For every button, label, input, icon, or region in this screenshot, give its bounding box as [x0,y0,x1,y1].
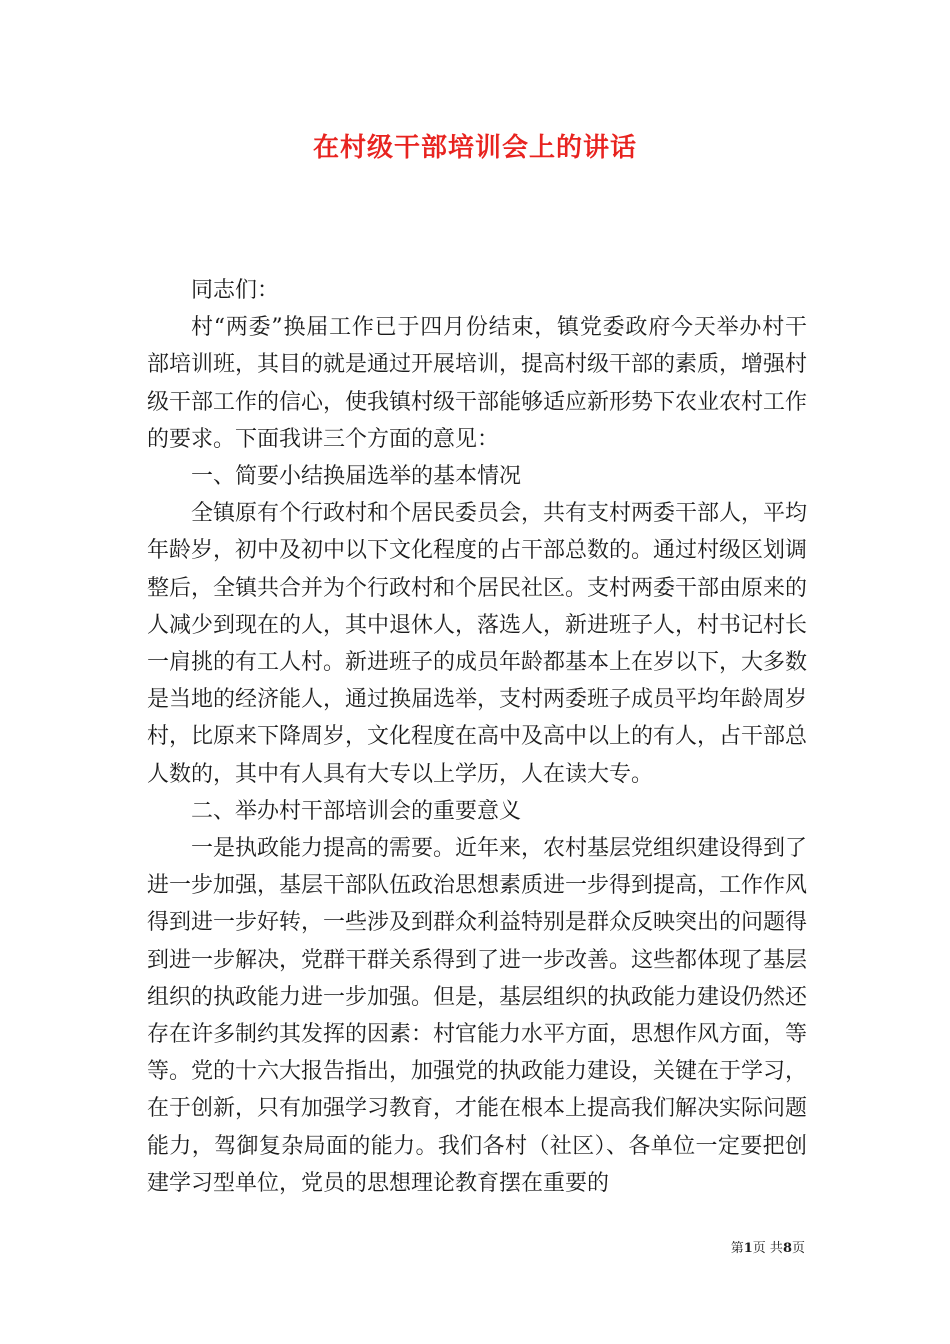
footer-prefix: 第 [730,1241,744,1256]
footer-total-pages: 8 [782,1241,792,1256]
page-footer [731,1240,805,1258]
document-body [147,272,807,1202]
intro-paragraph: 村“两委”换届工作已于四月份结束，镇党委政府今天举办村干部培训班，其目的就是通过开展培训，提高村级干部的素质，增强村级干部工作的信心，使我镇村级干部能够适应新形势下农业农村工作的要求。下面我讲三个方面的意见： [147,315,808,452]
document-title: 在村级干部培训会上的讲话 [312,133,637,163]
section-heading-1: 一、简要小结换届选举的基本情况 [191,464,522,490]
footer-middle: 页 共 [752,1241,783,1256]
section-2-paragraph: 一是执政能力提高的需要。近年来，农村基层党组织建设得到了进一步加强，基层干部队伍政治思想素质进一步得到提高，工作作风得到进一步好转，一些涉及到群众利益特别是群众反映突出的问题得到进一步解决，党群干群关系得到了进一步改善。这些都体现了基层组织的执政能力进一步加强。但是，基层组织的执政能力建设仍然还存在许多制约其发挥的因素：村官能力水平方面，思想作风方面，等等。党的十六大报告指出，加强党的执政能力建设，关键在于学习，在于创新，只有加强学习教育，才能在根本上提高我们解决实际问题能力，驾御复杂局面的能力。我们各村（社区）、各单位一定要把创建学习型单位，党员的思想理论教育摆在重要的 [147,836,808,1196]
footer-page-number: 1 [743,1241,753,1256]
section-1-paragraph: 全镇原有个行政村和个居民委员会，共有支村两委干部人，平均年龄岁，初中及初中以下文化程度的占干部总数的。通过村级区划调整后，全镇共合并为个行政村和个居民社区。支村两委干部由原来的人减少到现在的人，其中退休人，落选人，新进班子人，村书记村长一肩挑的有工人村。新进班子的成员年龄都基本上在岁以下，大多数是当地的经济能人，通过换届选举，支村两委班子成员平均年龄周岁村，比原来下降周岁，文化程度在高中及高中以上的有人，占干部总人数的，其中有人具有大专以上学历，人在读大专。 [147,501,808,787]
section-heading-2: 二、举办村干部培训会的重要意义 [191,798,522,824]
footer-suffix: 页 [791,1241,805,1256]
salutation: 同志们： [191,278,280,303]
